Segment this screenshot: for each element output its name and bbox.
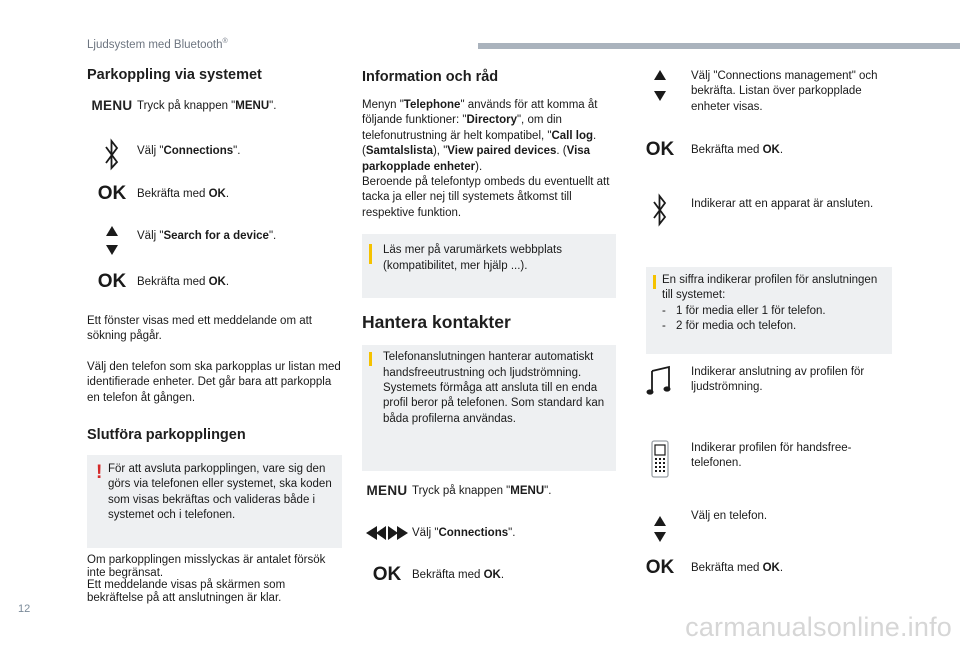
column-3: [646, 62, 892, 588]
section-heading: Slutföra parkopplingen: [87, 427, 246, 444]
step-connected: [646, 192, 892, 267]
step-text: Indikerar profilen för handsfree-telefonen.: [691, 442, 852, 470]
step-connections: [362, 525, 616, 565]
section-heading: Information och råd: [362, 69, 499, 85]
step-text: Bekräfta med OK.: [137, 276, 230, 288]
step-handsfree-profile: [646, 440, 892, 508]
bluetooth-icon: [105, 138, 119, 172]
section-heading: Parkoppling via systemet: [87, 67, 262, 83]
list-item: 2 för media och telefon.: [676, 320, 797, 333]
step-confirm: [87, 184, 342, 226]
column-1: [87, 62, 342, 604]
step-search: [87, 226, 342, 272]
info-text: Läs mer på varumärkets webbplats (kompatibilitet, mer hjälp ...).: [383, 244, 562, 272]
info-text: Telefonanslutningen hanterar automatiskt handsfreeutrustning och ljudströmning. Systemets förmåga att ansluta till en enda profil beror på telefonen. Som standard kan båda profilerna användas.: [383, 351, 605, 425]
step-text: Välj "Connections".: [412, 527, 516, 540]
ok-button-icon: OK: [645, 557, 675, 578]
paragraph: Ett fönster visas med ett meddelande om att sökning pågår.: [87, 315, 313, 343]
info-box: [362, 345, 616, 471]
step-text: Indikerar att en apparat är ansluten.: [691, 198, 874, 210]
step-confirm: [87, 272, 342, 314]
ok-button-icon: OK: [97, 271, 127, 292]
music-note-icon: [646, 364, 674, 396]
step-text: Indikerar anslutning av profilen för ljudströmning.: [691, 366, 865, 394]
left-right-arrows-icon: [366, 525, 408, 541]
info-box: [646, 267, 892, 354]
info-text: En siffra indikerar profilen för anslutningen till systemet: - 1 för media eller 1 för telefon. - 2 för media och telefon.: [662, 273, 884, 335]
step-text: Bekräfta med OK.: [691, 144, 784, 156]
header-bar: [478, 43, 960, 49]
watermark: carmanualsonline.info: [685, 612, 952, 642]
step-confirm: [646, 140, 892, 192]
step-text: Välj "Connections".: [137, 145, 241, 157]
section-title: Ljudsystem med Bluetooth®: [87, 38, 228, 51]
column-2: [362, 62, 616, 599]
list-item: 1 för media eller 1 för telefon.: [676, 304, 826, 317]
page-number: 12: [18, 603, 31, 615]
step-text: Välj "Search for a device".: [137, 230, 277, 242]
step-text: Tryck på knappen "MENU".: [412, 485, 552, 498]
step-confirm: [646, 558, 892, 588]
step-menu: [362, 483, 616, 525]
warning-text: För att avsluta parkopplingen, vare sig den görs via telefonen eller systemet, ska koden som visas bekräftas och valideras både i systemet och i telefonen.: [108, 463, 332, 522]
up-down-arrows-icon: [653, 68, 667, 102]
phone-icon: [650, 440, 670, 478]
info-box: [362, 234, 616, 298]
up-down-arrows-icon: [105, 226, 119, 256]
step-text: Välj en telefon.: [691, 510, 768, 522]
step-text: Tryck på knappen "MENU".: [137, 100, 277, 112]
step-text: Välj "Connections management" och bekräfta. Listan över parkopplade enheter visas.: [691, 70, 878, 113]
step-confirm: [362, 565, 616, 599]
info-bar: [653, 275, 656, 289]
menu-button-icon: MENU: [366, 483, 408, 499]
paragraph: Om parkopplingen misslyckas är antalet försök inte begränsat. Ett meddelande visas på skärmen som bekräftelse på att anslutningen är klar.: [87, 554, 326, 604]
up-down-arrows-icon: [653, 508, 667, 542]
step-text: Bekräfta med OK.: [691, 562, 784, 574]
step-menu: [87, 98, 342, 138]
bluetooth-icon: [653, 192, 667, 228]
intro-paragraph: Menyn "Telephone" används för att komma åt följande funktioner: "Directory", om din telefonutrustning är helt kompatibel, "Call log. (Samtalslista), "View paired devices. (Visa parkopplade enheter).: [362, 99, 598, 173]
ok-button-icon: OK: [645, 139, 675, 160]
ok-button-icon: OK: [97, 183, 127, 204]
step-connections-management: [646, 68, 892, 140]
info-bar: [369, 352, 372, 366]
step-text: Bekräfta med OK.: [137, 188, 230, 200]
step-connections: [87, 138, 342, 184]
menu-button-icon: MENU: [91, 98, 133, 113]
step-audio-profile: [646, 364, 892, 440]
info-bar: [369, 244, 372, 264]
warning-icon: !: [96, 462, 103, 484]
paragraph: Välj den telefon som ska parkopplas ur listan med identifierade enheter. Det går bara att parkoppla en telefon åt gången.: [87, 360, 341, 404]
step-select-phone: [646, 508, 892, 558]
section-heading: Hantera kontakter: [362, 312, 511, 333]
ok-button-icon: OK: [372, 564, 402, 586]
intro-paragraph: Beroende på telefontyp ombeds du eventuellt att tacka ja eller nej till systemets åtkomst till respektive funktion.: [362, 176, 610, 219]
step-text: Bekräfta med OK.: [412, 569, 505, 582]
warning-box: [87, 455, 342, 548]
